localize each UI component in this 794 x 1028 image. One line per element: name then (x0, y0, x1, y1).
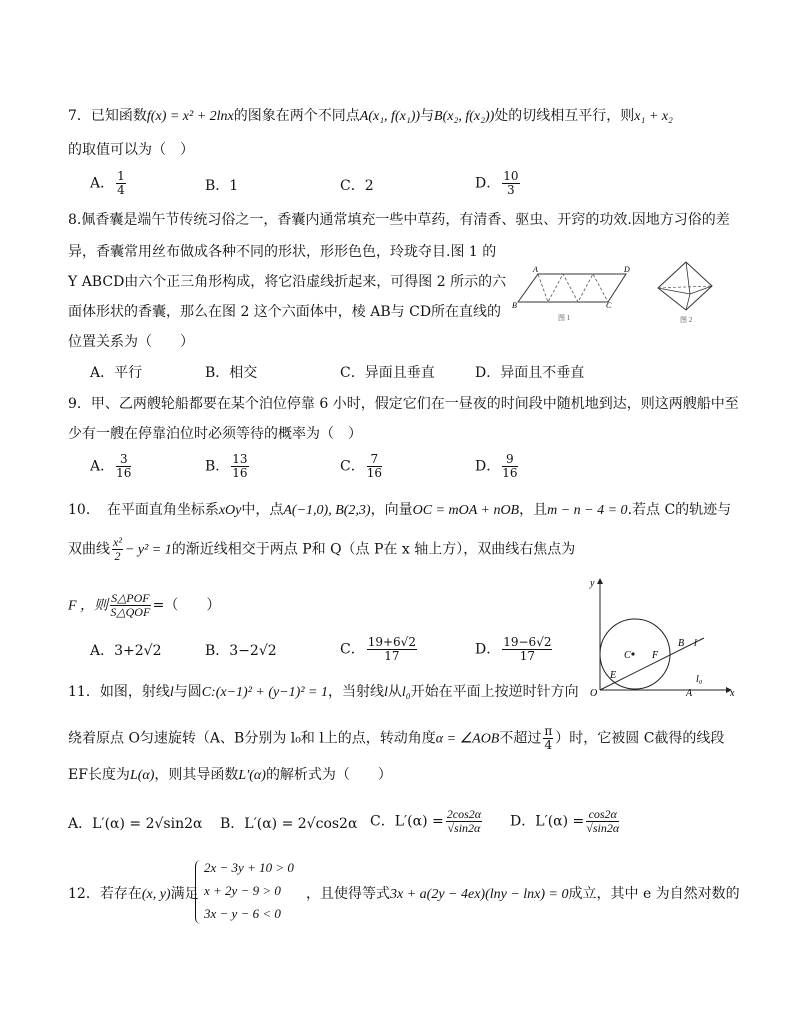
q10-stem-line2 (68, 536, 575, 563)
q10-hyp-tail: − y² = 1 (124, 542, 172, 558)
q8-fig1-parallelogram (518, 274, 626, 302)
q11-line1d: 从 (387, 684, 402, 700)
q9-choice-c[interactable] (340, 453, 384, 480)
q10-line1e: .若点 C的轨迹与 (627, 502, 732, 518)
q11-choice-d-num: cos2α (586, 808, 619, 822)
q10-line1d: ，且 (519, 502, 548, 518)
q10-line2b: 的渐近线相交于两点 P和 Q（点 P在 x 轴上方），双曲线右焦点为 (171, 541, 576, 558)
q8-fig2-edge-left (658, 288, 690, 294)
q10-choice-d[interactable] (475, 636, 554, 663)
q10-hyp-den: 2 (114, 549, 121, 563)
q7-choice-c[interactable]: C．2 (340, 178, 374, 194)
q9-choice-d[interactable] (475, 453, 520, 480)
q11-alpha: α = ∠AOB (435, 731, 500, 747)
q7-function: f(x) = x² + 2lnx (146, 109, 234, 124)
q7-tail: 处的切线相互平行，则 (494, 108, 635, 124)
q10-choice-b[interactable]: B．3−2√2 (205, 643, 277, 659)
q10-line1c: ，向量 (370, 502, 413, 518)
q11-choice-d-den: √sin2α (586, 821, 620, 835)
q10-choice-c[interactable] (340, 636, 419, 663)
q8-choice-a[interactable]: A．平行 (90, 365, 143, 381)
q10-points: A(−1,0), B(2,3) (283, 503, 371, 518)
q9-choice-c-num: 7 (367, 453, 382, 467)
q11-choice-c-den: √sin2α (447, 821, 481, 835)
q12-stem-rest (306, 885, 740, 904)
q11-stem-line3 (68, 766, 392, 785)
q9-choice-d-den: 16 (502, 466, 518, 480)
q8-fig1-caption: 图 1 (558, 314, 571, 322)
q11-choice-d[interactable] (510, 808, 621, 835)
q11-line1a: 11．如图，射线 (68, 684, 170, 700)
q7-with: 与 (420, 108, 435, 124)
q7-choice-a-fraction (116, 170, 126, 197)
q7-choice-d-label: D． (475, 175, 501, 192)
q11-fig-label-y: y (590, 578, 595, 589)
q8-stem-line5: 位置关系为（ ） (68, 334, 194, 350)
q11-choice-d-fraction (586, 808, 619, 835)
q9-choice-d-fraction (502, 453, 517, 480)
q8-choice-d[interactable]: D．异面且不垂直 (475, 365, 585, 381)
q11-center-point (631, 652, 634, 655)
q10-hyp-num: x² (113, 535, 122, 549)
q12-xy: (x, y) (141, 887, 171, 902)
q9-choice-c-label: C． (340, 458, 365, 475)
q8-fig2-edge-top (686, 262, 690, 294)
q11-fig-label-l: l (694, 638, 697, 649)
q11-line3b: ，则其导函数 (154, 767, 239, 783)
q11-choice-c[interactable] (370, 808, 484, 835)
q7-choice-a-num: 1 (117, 169, 125, 183)
q11-choice-c-label: C．L′(α) = (370, 813, 444, 830)
q8-stem-line4: 面体形状的香囊，那么在图 2 这个六面体中，棱 AB与 CD所在直线的 (68, 304, 502, 320)
q11-pi-num: π (544, 724, 553, 738)
q11-fig-label-f: F (652, 650, 659, 661)
q11-line1e: 开始在平面上按逆时针方向 (410, 684, 579, 700)
q8-fig1-label-a: A (533, 265, 538, 274)
q10-line2a: 双曲线 (68, 541, 110, 558)
q9-choice-a-label: A． (90, 458, 115, 475)
q11-choice-a[interactable]: A．L′(α) = 2√sin2α (68, 816, 203, 832)
q8-fig2-caption: 图 2 (680, 316, 693, 324)
q12-tail: 成立，其中 e 为自然对数的 (568, 886, 740, 902)
q9-choice-d-label: D． (475, 458, 501, 475)
q11-choice-c-fraction (446, 808, 482, 835)
q11-choice-d-label: D．L′(α) = (510, 813, 585, 830)
q12-brace (195, 860, 202, 924)
q10-xoy: xOy (218, 503, 242, 518)
q9-choice-b-den: 16 (232, 466, 248, 480)
q12-satisfy: 满足 (170, 886, 199, 902)
q10-vector: OC = mOA + nOB (412, 503, 520, 518)
q8-fig1-label-b: B (512, 301, 517, 310)
q7-choice-a[interactable] (90, 170, 128, 197)
q7-choice-d-num: 10 (503, 169, 519, 183)
q10-condition: m − n − 4 = 0 (547, 503, 628, 518)
q8-stem-line3: Y ABCD由六个正三角形构成，将它沿虚线折起来，可得图 2 所示的六 (68, 274, 507, 290)
q11-choice-b[interactable]: B．L′(α) = 2√cos2α (220, 816, 358, 832)
q11-ray-l (600, 638, 704, 690)
q11-l-prime-alpha: L′(α) (238, 768, 266, 783)
q11-line3a: EF长度为 (68, 767, 130, 783)
q11-figure (586, 574, 736, 698)
q9-choice-c-fraction (367, 453, 382, 480)
q10-ratio-num: S△POF (111, 591, 150, 605)
q11-fig-label-a: A (686, 688, 693, 698)
q12-lead (68, 885, 199, 904)
q10-stem-line1 (68, 501, 731, 520)
q10-choice-c-den: 17 (384, 649, 400, 663)
q10-choice-d-label: D． (475, 641, 501, 658)
q11-line2c: ）时，它被圆 C截得的线段 (555, 730, 725, 747)
q11-stem-line2 (68, 725, 724, 752)
q11-choice-c-num: 2cos2α (446, 807, 482, 821)
q11-line2b: 不超过 (499, 730, 542, 747)
q11-fig-label-e: E (610, 670, 617, 681)
q10-choice-d-fraction (502, 636, 552, 663)
q11-l0: l₀ (401, 685, 411, 700)
q8-choice-b[interactable]: B．相交 (205, 365, 258, 381)
q11-line2a: 绕着原点 O匀速旋转（A、B分别为 l₀和 l上的点，转动角度 (68, 730, 436, 747)
q11-fig-label-l0: l₀ (696, 674, 703, 685)
q7-stem-line2: 的取值可以为（ ） (68, 142, 194, 158)
q11-fig-label-o: O (590, 688, 598, 698)
q11-line1b: 与圆 (173, 684, 202, 700)
q8-figure-1 (508, 262, 638, 324)
q9-choice-a[interactable] (90, 453, 133, 480)
q9-choice-a-num: 3 (116, 453, 131, 467)
q7-point-b: B(x₂, f(x₂)) (434, 109, 495, 124)
q7-lead: 7．已知函数 (68, 108, 147, 124)
q10-ratio-den: S△QOF (110, 605, 151, 619)
q8-figure-2 (650, 258, 720, 326)
q7-point-a: A(x₁, f(x₁)) (359, 109, 421, 124)
q10-stem-line3 (68, 592, 220, 619)
q8-fig2-hidden-edge (658, 286, 712, 288)
q10-choice-d-den: 17 (519, 649, 535, 663)
q8-fig1-label-d: D (624, 265, 630, 274)
q9-choice-c-den: 16 (366, 466, 382, 480)
q10-line1a: 10． 在平面直角坐标系 (68, 502, 219, 518)
q12-inequality-1: 2x − 3y + 10 > 0 (204, 860, 294, 875)
q11-y-axis-arrow (597, 578, 603, 584)
q7-sum: x₁ + x₂ (634, 109, 673, 124)
q7-choice-a-den: 4 (117, 183, 125, 197)
q10-choice-c-fraction (367, 636, 417, 663)
q8-fig1-label-c: C (606, 301, 612, 310)
q9-choice-b-label: B． (205, 458, 230, 475)
q10-choice-c-num: 19+6√2 (367, 635, 416, 649)
q11-l-2: l (383, 685, 388, 700)
q10-choice-d-num: 19−6√2 (503, 635, 552, 649)
q7-middle: 的图象在两个不同点 (233, 108, 360, 124)
q12-inequality-2: x + 2y − 9 > 0 (204, 883, 281, 898)
q11-fig-label-x: x (730, 688, 735, 698)
q8-stem-line1: 8.佩香囊是端午节传统习俗之一，香囊内通常填充一些中草药，有清香、驱虫、开窍的功效.因地方习俗的差 (68, 212, 730, 228)
q10-choice-c-label: C． (340, 641, 365, 658)
q11-line1c: ，当射线 (327, 684, 384, 700)
q8-stem-line2: 异，香囊常用丝布做成各种不同的形状，形形色色，玲珑夺目.图 1 的 (68, 244, 497, 260)
q11-l-alpha: L(α) (129, 768, 155, 783)
q12-equation: 3x + a(2y − 4ex)(lny − lnx) = 0 (390, 887, 569, 902)
q7-choice-d[interactable] (475, 170, 522, 197)
q11-fig-label-c: C (624, 650, 631, 661)
q10-hyperbola-fraction (112, 536, 123, 563)
q9-choice-d-num: 9 (502, 453, 517, 467)
q9-choice-a-den: 16 (116, 466, 132, 480)
q11-circle-eq: C:(x−1)² + (y−1)² = 1 (201, 685, 328, 700)
q12-inequality-3: 3x − y − 6 < 0 (204, 906, 281, 921)
q11-line3c: 的解析式为（ ） (265, 767, 392, 783)
q9-choice-b[interactable] (205, 453, 251, 480)
q10-line3a: F ，则 (68, 598, 109, 614)
q7-choice-b[interactable]: B．1 (205, 178, 239, 194)
q7-stem-line1 (68, 107, 673, 126)
q8-fig1-fold-lines (518, 274, 608, 302)
q9-choice-b-num: 13 (232, 452, 248, 466)
q11-pi-fraction (543, 725, 553, 752)
q9-stem-line1: 9．甲、乙两艘轮船都要在某个泊位停靠 6 小时，假定它们在一昼夜的时间段中随机地到达，则这两艘船中至 (68, 396, 739, 412)
q9-stem-line2: 少有一艘在停靠泊位时必须等待的概率为（ ） (68, 426, 362, 442)
q10-choice-a[interactable]: A．3+2√2 (90, 643, 162, 659)
q9-choice-a-fraction (116, 453, 131, 480)
q10-line3b: =（ ） (152, 597, 221, 614)
q11-fig-label-b: B (678, 638, 685, 649)
q11-pi-den: 4 (544, 738, 553, 752)
q10-line1b: 中，点 (241, 502, 284, 518)
q12-lead-text: 12．若存在 (68, 886, 142, 902)
q7-choice-a-label: A． (90, 175, 115, 192)
q12-mid: ，且使得等式 (306, 886, 390, 902)
q9-choice-b-fraction (231, 453, 248, 480)
q10-ratio-fraction (110, 592, 151, 619)
q11-stem-line1 (68, 683, 579, 702)
q7-choice-d-fraction (502, 170, 519, 197)
q8-fig2-edge-right (690, 286, 712, 294)
q8-choice-c[interactable]: C．异面且垂直 (340, 365, 435, 381)
q11-l: l (169, 685, 174, 700)
q7-choice-d-den: 3 (507, 183, 515, 197)
